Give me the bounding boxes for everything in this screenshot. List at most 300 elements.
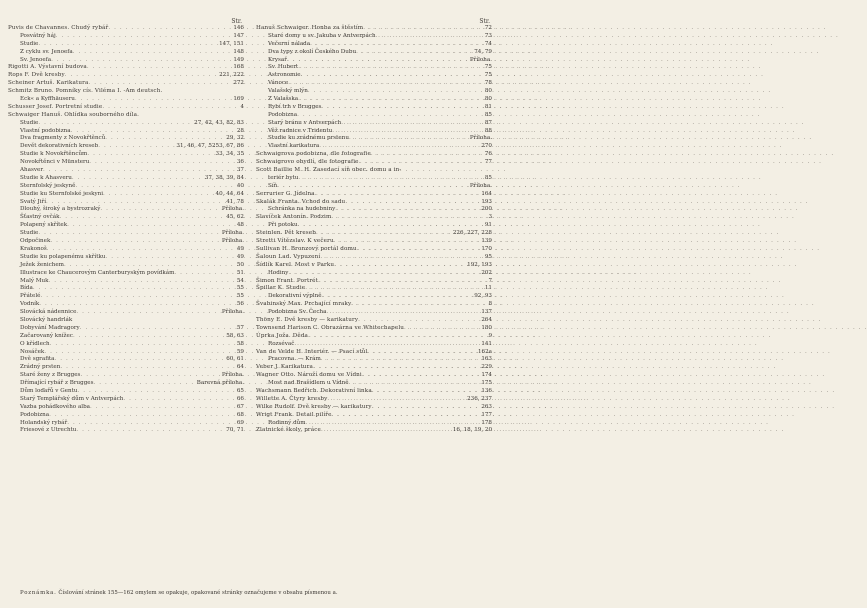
entry-page: 45, 62 bbox=[226, 214, 244, 221]
entry-title: Stretti Vítězslav. K večeru bbox=[256, 238, 334, 245]
entry-title: Hanuš Schwaiger. Honba za štěstím bbox=[256, 25, 364, 31]
dot-leader bbox=[351, 301, 486, 309]
entry-title: Bída bbox=[20, 285, 33, 292]
index-entry bbox=[256, 80, 492, 88]
index-entry bbox=[256, 183, 492, 191]
entry-title: Wachsmann Bedřich. Dekorativní linka bbox=[256, 387, 372, 394]
dot-leader bbox=[334, 238, 480, 246]
index-entry bbox=[256, 427, 492, 435]
entry-title: Svatý Jiří bbox=[20, 198, 47, 205]
dot-leader bbox=[77, 388, 234, 396]
index-entry bbox=[256, 167, 492, 175]
dot-leader bbox=[334, 262, 465, 270]
index-entry bbox=[256, 301, 492, 309]
entry-title: Slovácký handrlák bbox=[20, 316, 73, 323]
entry-page: 73 bbox=[484, 32, 492, 39]
dot-leader bbox=[368, 349, 476, 357]
dot-leader bbox=[47, 246, 235, 254]
entry-page: Příloha. bbox=[469, 182, 492, 189]
dot-leader bbox=[80, 372, 219, 380]
index-entry bbox=[8, 285, 244, 293]
index-entry bbox=[8, 191, 244, 199]
entry-page: 54 bbox=[236, 277, 244, 284]
dot-leader bbox=[318, 278, 486, 286]
entry-page: 264 bbox=[481, 316, 492, 323]
entry-page: 263 bbox=[481, 403, 492, 410]
entry-title: Studie ku zrádnému prstenu bbox=[268, 135, 349, 142]
entry-title: Podobizna Sv. Čecha bbox=[268, 309, 327, 316]
dot-leader bbox=[75, 183, 234, 191]
entry-page: 58 bbox=[236, 340, 244, 347]
dot-leader bbox=[33, 285, 235, 293]
entry-title: Novokřtěnci v Münsteru bbox=[20, 159, 90, 166]
dot-leader bbox=[363, 25, 483, 33]
index-entry bbox=[256, 120, 492, 128]
entry-title: Šimon Frant. Portrét bbox=[256, 277, 319, 284]
dot-leader bbox=[320, 254, 483, 262]
entry-page: 31, 46, 47, 5253, 67, 86 bbox=[176, 143, 244, 150]
entry-page: 64 bbox=[236, 364, 244, 371]
entry-page: 36 bbox=[236, 159, 244, 166]
dot-leader bbox=[327, 396, 465, 404]
entry-title: Slovácká nádennice bbox=[20, 309, 77, 316]
index-entry bbox=[8, 262, 244, 270]
entry-title: Eck« a Kyffhäuseru bbox=[20, 96, 75, 103]
entry-page: 33, 34, 35 bbox=[215, 151, 244, 158]
dot-leader bbox=[321, 356, 480, 364]
index-entry bbox=[256, 270, 492, 278]
entry-title: Podobizna bbox=[20, 411, 50, 418]
entry-title: Townsend Harison C. Obrazárna ve Whitechapelu bbox=[256, 324, 405, 331]
index-entry bbox=[8, 317, 244, 325]
entry-page: 9 bbox=[488, 332, 492, 339]
index-entry bbox=[256, 333, 492, 341]
entry-page: 193 bbox=[481, 198, 492, 205]
index-entry bbox=[8, 49, 244, 57]
entry-title: Přátelé bbox=[20, 293, 41, 300]
dot-leader bbox=[322, 293, 473, 301]
entry-page: 80 bbox=[484, 88, 492, 95]
entry-title: Sv. Jenoefa bbox=[20, 56, 52, 63]
index-entry bbox=[8, 412, 244, 420]
entry-title: Illustrace ke Chaucerovým Canterburyským povídkám bbox=[20, 269, 175, 276]
entry-page: 29, 32 bbox=[226, 135, 244, 142]
entry-title: Hodiny bbox=[268, 269, 289, 276]
entry-title: Studie bbox=[20, 40, 39, 47]
dot-leader bbox=[100, 206, 220, 214]
entry-title: Rozsévač bbox=[268, 340, 295, 347]
dot-leader bbox=[315, 191, 480, 199]
entry-title: Van de Velde H. Interiér. — Psací stůl bbox=[256, 348, 368, 355]
entry-page: 51 bbox=[236, 269, 244, 276]
dot-leader bbox=[321, 104, 482, 112]
dot-leader bbox=[349, 135, 468, 143]
entry-page: 226, 227, 228 bbox=[452, 230, 492, 237]
entry-page: 4 bbox=[240, 103, 244, 110]
entry-page: 75 bbox=[484, 72, 492, 79]
entry-page: 236, 237 bbox=[467, 395, 492, 402]
entry-title: Puvis de Chavannes. Chudý rybář bbox=[8, 25, 109, 31]
footnote-lead: Poznámka. bbox=[20, 590, 57, 596]
entry-title: Veber J. Karikatura bbox=[256, 364, 313, 371]
entry-title: Rodinný dům bbox=[268, 419, 306, 426]
index-entry bbox=[256, 364, 492, 372]
entry-title: Dekorativní výplně bbox=[268, 293, 322, 300]
entry-page: 164 bbox=[481, 190, 492, 197]
entry-title: Rops F. Dvě kresby bbox=[8, 72, 65, 79]
dot-leader bbox=[87, 64, 231, 72]
entry-title: Sullivan H. Bronzový portál domu bbox=[256, 245, 357, 252]
dot-leader bbox=[89, 159, 235, 167]
entry-page: 170 bbox=[481, 245, 492, 252]
entry-page: 137 bbox=[481, 309, 492, 316]
entry-title: Studie bbox=[20, 119, 39, 126]
dot-leader bbox=[345, 199, 479, 207]
entry-page: 148 bbox=[233, 48, 244, 55]
entry-title: Schmitz Bruno. Pomníky cís. Viléma I. -Am deutsch. bbox=[8, 88, 163, 95]
entry-page: 70, 71 bbox=[226, 427, 244, 434]
entry-title: Starý bránu v Antverpách bbox=[268, 119, 342, 126]
entry-title: Most nad Brašídlem u Vídně bbox=[268, 380, 349, 387]
dot-leader bbox=[59, 214, 224, 222]
entry-page: Barevná příloha. bbox=[196, 380, 244, 387]
entry-title: Síň bbox=[268, 182, 278, 189]
entry-title: Úprka Joža. Děda bbox=[256, 332, 309, 339]
entry-page: 66 bbox=[236, 395, 244, 402]
index-entry bbox=[8, 183, 244, 191]
entry-page: 49 bbox=[236, 253, 244, 260]
dot-leader bbox=[319, 143, 479, 151]
entry-title: Schránka na hudebniny bbox=[268, 206, 336, 213]
dot-leader bbox=[371, 151, 483, 159]
index-entry bbox=[256, 254, 492, 262]
entry-page: 7 bbox=[488, 277, 492, 284]
entry-page: Příloha. bbox=[221, 206, 244, 213]
index-entry bbox=[8, 33, 244, 41]
index-entry bbox=[256, 49, 492, 57]
entry-page: 175 bbox=[481, 380, 492, 387]
entry-title: Scheiner Artuš. Karikatura bbox=[8, 80, 89, 87]
dot-leader bbox=[332, 412, 480, 420]
index-entry bbox=[8, 222, 244, 230]
entry-page: 55 bbox=[236, 285, 244, 292]
entry-page: 80 bbox=[484, 96, 492, 103]
dot-leader bbox=[55, 356, 225, 364]
entry-title: Astronomie bbox=[268, 72, 301, 79]
dot-leader bbox=[359, 159, 483, 167]
entry-page: Příloha. bbox=[221, 309, 244, 316]
entry-title: Skalák Franta. Vchod do sadu bbox=[256, 198, 346, 205]
index-entry bbox=[256, 175, 492, 183]
entry-title: Devět dekorativních kreseb bbox=[20, 143, 99, 150]
index-entry bbox=[256, 404, 492, 412]
dot-leader bbox=[316, 230, 451, 238]
entry-title: Slavíček Antonín. Podzim bbox=[256, 214, 332, 221]
dot-leader bbox=[88, 80, 231, 88]
dot-leader bbox=[288, 80, 483, 88]
entry-page: 136 bbox=[481, 387, 492, 394]
entry-page: 146 bbox=[233, 25, 244, 31]
index-entry bbox=[8, 151, 244, 159]
dot-leader bbox=[38, 120, 192, 128]
entry-title: Večerní nálada bbox=[268, 40, 311, 47]
index-entry bbox=[8, 388, 244, 396]
dot-leader bbox=[321, 427, 451, 435]
entry-title: Vazba pohádkového alba bbox=[20, 403, 90, 410]
entry-title: Šťastný ovčák bbox=[20, 214, 60, 221]
entry-title: Studie k Ahasveru bbox=[20, 174, 72, 181]
entry-page: Příloha. bbox=[221, 230, 244, 237]
index-entry bbox=[256, 72, 492, 80]
index-entry bbox=[256, 151, 492, 159]
dot-leader bbox=[38, 230, 220, 238]
index-entry bbox=[256, 33, 492, 41]
entry-title: Sternfolský jeskyně bbox=[20, 182, 76, 189]
index-entry bbox=[8, 333, 244, 341]
entry-title: Z Valašska bbox=[268, 96, 299, 103]
index-entry bbox=[8, 246, 244, 254]
entry-page: 81 bbox=[484, 103, 492, 110]
dot-leader bbox=[308, 333, 486, 341]
index-entry bbox=[256, 159, 492, 167]
dot-leader bbox=[98, 143, 174, 151]
dot-leader bbox=[87, 151, 213, 159]
dot-leader bbox=[298, 96, 483, 104]
entry-title: Věž radnice v Tridentu bbox=[268, 127, 333, 134]
entry-title: Wilke Rudolf. Dvě kresby — karikatury bbox=[256, 403, 372, 410]
entry-page: 68 bbox=[236, 411, 244, 418]
entry-title: Vlastní karikatura bbox=[268, 143, 320, 150]
dot-leader bbox=[287, 57, 468, 65]
index-entry bbox=[8, 175, 244, 183]
entry-page: 192, 193 bbox=[467, 261, 492, 268]
entry-page: 141 bbox=[481, 340, 492, 347]
entry-title: Dřímající rybář z Brugges bbox=[20, 380, 94, 387]
entry-page: 57 bbox=[236, 324, 244, 331]
entry-page: 163 bbox=[481, 356, 492, 363]
index-entry bbox=[256, 88, 492, 96]
dot-leader bbox=[108, 25, 231, 33]
entry-page: 65 bbox=[236, 387, 244, 394]
dot-leader bbox=[404, 325, 479, 333]
entry-title: Schwaiger Hanuš. Ohlídka souborného díla. bbox=[8, 111, 140, 118]
dot-leader bbox=[103, 191, 214, 199]
entry-title: Šídlík Karel. Most v Parku bbox=[256, 261, 335, 268]
index-entry bbox=[8, 404, 244, 412]
index-entry bbox=[8, 341, 244, 349]
entry-title: Wagner Otto. Nároží domu ve Vídni bbox=[256, 372, 362, 379]
index-entry bbox=[8, 25, 244, 33]
entry-page: 8 bbox=[488, 301, 492, 308]
entry-page: 27, 42, 43, 82, 83 bbox=[194, 119, 244, 126]
entry-title: Dům loďařů v Gentu bbox=[20, 387, 78, 394]
index-entry bbox=[8, 88, 244, 96]
page-column-header: Str. bbox=[479, 18, 490, 25]
entry-title: Pracovna. — Krám bbox=[268, 356, 321, 363]
dot-leader bbox=[80, 325, 235, 333]
entry-title: Studie ku Sternfolské jeskyni bbox=[20, 190, 104, 197]
index-entry bbox=[256, 356, 492, 364]
dot-leader bbox=[56, 33, 232, 41]
entry-title: Studie k Novokřtěncům bbox=[20, 151, 88, 158]
entry-page: 40 bbox=[236, 182, 244, 189]
entry-page: 168 bbox=[233, 64, 244, 71]
index-entry bbox=[8, 112, 244, 120]
index-entry bbox=[256, 238, 492, 246]
entry-title: Studie ku polapenému skřítku bbox=[20, 253, 106, 260]
index-entry bbox=[8, 301, 244, 309]
entry-page: 37, 38, 39, 84 bbox=[204, 174, 244, 181]
index-entry bbox=[256, 325, 492, 333]
entry-page: 41, 78 bbox=[226, 198, 244, 205]
dot-leader bbox=[105, 254, 234, 262]
index-entry bbox=[256, 222, 492, 230]
dot-leader bbox=[39, 301, 235, 309]
entry-page: 147 bbox=[233, 32, 244, 39]
index-entry bbox=[256, 41, 492, 49]
dot-leader bbox=[43, 167, 235, 175]
dot-leader bbox=[40, 293, 234, 301]
index-entry bbox=[8, 278, 244, 286]
dot-leader bbox=[90, 404, 235, 412]
dot-leader bbox=[341, 120, 483, 128]
entry-page: 48 bbox=[236, 222, 244, 229]
index-entry bbox=[256, 230, 492, 238]
entry-page: 55 bbox=[236, 293, 244, 300]
entry-title: Švabinský Max. Prchající mraky bbox=[256, 301, 352, 308]
entry-title: Steinlen. Pět kreseb bbox=[256, 230, 317, 237]
entry-page: 202 bbox=[481, 269, 492, 276]
entry-page: 229 bbox=[481, 364, 492, 371]
dot-leader bbox=[362, 372, 479, 380]
index-entry bbox=[256, 388, 492, 396]
entry-page: 75 bbox=[484, 64, 492, 71]
index-entries-left bbox=[8, 25, 244, 435]
entry-title: Z cyklu sv. Jenoefa bbox=[20, 48, 73, 55]
entry-page: 28 bbox=[236, 127, 244, 134]
index-entry bbox=[8, 396, 244, 404]
entry-title: Odpočinek bbox=[20, 238, 51, 245]
index-entry bbox=[8, 104, 244, 112]
entry-page: 49 bbox=[236, 245, 244, 252]
entry-title: Wrigt Frank. Detail pilíře bbox=[256, 411, 332, 418]
entry-title: Vodník bbox=[20, 301, 40, 308]
entry-title: Rigotti A. Výstavní budova bbox=[8, 64, 87, 71]
entry-page: Příloha. bbox=[221, 372, 244, 379]
entry-title: Polapený skřítek bbox=[20, 222, 68, 229]
entry-page: 74, 79 bbox=[474, 48, 492, 55]
entry-page: 11 bbox=[484, 285, 492, 292]
entry-title: Začarovaný knížec bbox=[20, 332, 73, 339]
entry-title: Staré ženy z Brugges bbox=[20, 372, 81, 379]
entry-page: 50 bbox=[236, 261, 244, 268]
entry-page: 59 bbox=[236, 348, 244, 355]
index-entry bbox=[8, 167, 244, 175]
entry-title: Willette A. Čtyry kresby bbox=[256, 395, 328, 402]
entry-page: 85 bbox=[484, 111, 492, 118]
entry-title: Špillar K. Studie bbox=[256, 285, 306, 292]
entry-page: 56 bbox=[236, 301, 244, 308]
entry-page: 178 bbox=[481, 419, 492, 426]
index-entry bbox=[256, 317, 492, 325]
index-entry bbox=[256, 262, 492, 270]
index-entry bbox=[256, 372, 492, 380]
index-entry bbox=[8, 427, 244, 435]
index-entry bbox=[256, 112, 492, 120]
dot-leader bbox=[294, 341, 479, 349]
entry-page: 92, 93 bbox=[474, 293, 492, 300]
entry-title: Ježek ženichem bbox=[20, 261, 64, 268]
dot-leader bbox=[356, 49, 472, 57]
page-column-header: Str. bbox=[231, 18, 242, 25]
dot-leader bbox=[331, 214, 486, 222]
footnote-text: Číslování stránek 155—162 omylem se opakuje, opakované stránky označujeme v obsahu písmenou a. bbox=[58, 590, 338, 596]
dot-leader bbox=[298, 222, 483, 230]
entry-title: Holandský rybář bbox=[20, 419, 68, 426]
entry-title: Thöny E. Dvě kresby — karikatury bbox=[256, 316, 359, 323]
dot-leader bbox=[50, 341, 235, 349]
index-entry bbox=[256, 57, 492, 65]
index-entry bbox=[8, 270, 244, 278]
entry-page: 147, 151 bbox=[219, 40, 244, 47]
index-entry bbox=[8, 159, 244, 167]
dot-leader bbox=[76, 309, 220, 317]
footnote bbox=[20, 590, 486, 597]
entry-title: Schwaigrovo obydlí, dle fotografie bbox=[256, 159, 359, 166]
entry-title: Studie bbox=[20, 230, 39, 237]
index-entry bbox=[256, 341, 492, 349]
dot-leader bbox=[50, 238, 220, 246]
entry-page: 60, 61 bbox=[226, 356, 244, 363]
entry-page: 58, 63 bbox=[226, 332, 244, 339]
entry-page: 78 bbox=[484, 80, 492, 87]
dot-leader bbox=[73, 333, 224, 341]
dot-leader bbox=[174, 270, 234, 278]
dot-leader bbox=[75, 96, 231, 104]
entry-title: Sv. Hubert bbox=[268, 64, 299, 71]
dot-leader bbox=[72, 175, 203, 183]
dot-leader bbox=[376, 33, 483, 41]
entry-title: Rybí trh v Brugges bbox=[268, 103, 322, 110]
entry-title: Ahasver bbox=[20, 167, 43, 174]
entry-title: teriér bytu bbox=[268, 174, 299, 181]
dot-leader bbox=[67, 222, 235, 230]
dot-leader bbox=[60, 364, 235, 372]
dot-leader bbox=[73, 49, 232, 57]
entry-page: 221, 222 bbox=[219, 72, 244, 79]
dot-leader bbox=[44, 349, 235, 357]
index-entry bbox=[256, 104, 492, 112]
index-entry bbox=[8, 254, 244, 262]
dot-leader bbox=[93, 380, 194, 388]
entry-page: 91 bbox=[484, 222, 492, 229]
dot-leader bbox=[305, 285, 483, 293]
entry-title: Nosáček bbox=[20, 348, 45, 355]
entry-page: Příloha. bbox=[469, 135, 492, 142]
entry-page: 88 bbox=[484, 127, 492, 134]
entry-page: 200 bbox=[481, 206, 492, 213]
entry-title: Krakonoš bbox=[20, 245, 47, 252]
dot-leader bbox=[332, 128, 483, 136]
dot-leader bbox=[301, 72, 483, 80]
entry-title: Krysař bbox=[268, 56, 287, 63]
entry-title: Šaloun Lad. Vypuzení bbox=[256, 253, 321, 260]
dot-leader bbox=[298, 64, 483, 72]
entry-page: 67 bbox=[236, 403, 244, 410]
entry-page: Příloha. bbox=[221, 238, 244, 245]
entry-title: Scott Baillie M. H. Zasedací síň obec. domu a in- bbox=[256, 167, 402, 174]
dot-leader bbox=[49, 412, 235, 420]
